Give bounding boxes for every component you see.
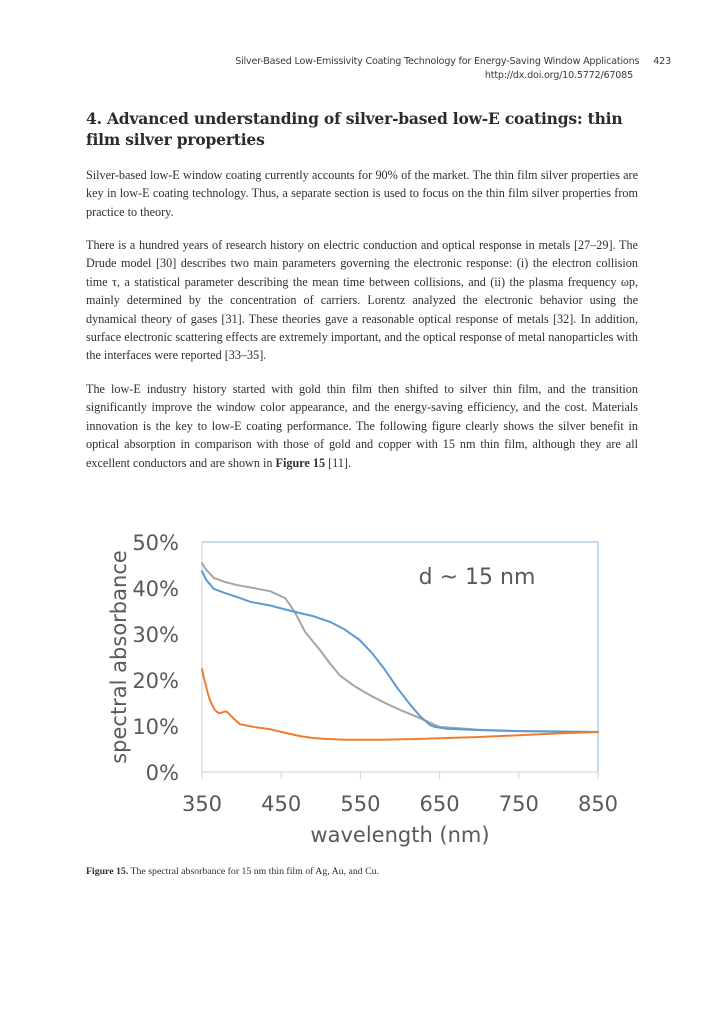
series-line-ag (202, 571, 598, 732)
figure-reference-link[interactable]: Figure 15 (275, 455, 326, 470)
y-tick-label: 10% (132, 715, 179, 739)
chart-annotation: d ~ 15 nm (418, 565, 536, 590)
chart-svg (0, 520, 723, 860)
y-tick-label: 50% (132, 531, 179, 555)
y-tick-label: 40% (132, 577, 179, 601)
paragraph-1: Silver-based low-E window coating currently accounts for 90% of the market. The thin film silver properties are key in low-E coating technology. Thus, a separate section is used to focus on the thin film silver properties from practice to theory. (86, 168, 638, 219)
paragraph-3 (86, 380, 638, 472)
page-number: 423 (653, 56, 671, 67)
paragraph-2: There is a hundred years of research history on electric conduction and optical response in metals [27–29]. The Drude model [30] describes two main parameters governing the electronic response: (i) the electron collision time τ, a statistical parameter describing the mean time between collisions, and (ii) the plasma frequency ωp, mainly determined by the concentration of carriers. Lorentz analyzed the electronic behavior using the dynamical theory of gases [31]. These theories gave a reasonable optical response of metals [32]. In addition, surface electronic scattering effects are extremely important, and the optical response of metal nanoparticles with the interfaces were reported [33–35]. (86, 238, 638, 363)
x-tick-label: 650 (419, 792, 460, 816)
running-title: Silver-Based Low-Emissivity Coating Technology for Energy-Saving Window Applications (235, 56, 640, 67)
y-tick-label: 30% (132, 623, 179, 647)
x-tick-label: 550 (340, 792, 381, 816)
series-line-cu (202, 669, 598, 740)
doi-link[interactable]: http://dx.doi.org/10.5772/67085 (484, 70, 633, 81)
y-axis-label: spectral absorbance (107, 550, 131, 764)
paragraph-3-citation: [11]. (325, 455, 352, 470)
paragraph-3-text: The low-E industry history started with gold thin film then shifted to silver thin film, and the transition significantly improve the window color appearance, and the energy-saving efficiency, and the cost. Materials innovation is the key to low-E coating performance. The following figure clearly shows the silver benefit in optical absorption in comparison with those of gold and copper with 15 nm thin film, although they are all excellent conductors and are shown in (86, 382, 638, 470)
x-axis-label: wavelength (nm) (310, 823, 490, 847)
running-title-line (235, 55, 671, 69)
running-header (235, 55, 671, 83)
y-tick-label: 20% (132, 669, 179, 693)
figure-caption (86, 866, 379, 877)
caption-text: The spectral absorbance for 15 nm thin film of Ag, Au, and Cu. (128, 866, 379, 877)
caption-label: Figure 15. (86, 866, 129, 877)
section-title: 4. Advanced understanding of silver-based low-E coatings: thin film silver properties (86, 109, 623, 149)
x-tick-label: 450 (261, 792, 302, 816)
figure-15-chart (0, 520, 723, 860)
series-line-au (202, 563, 598, 732)
x-tick-label: 750 (498, 792, 539, 816)
x-tick-label: 350 (181, 792, 223, 816)
x-tick-label: 850 (577, 792, 619, 816)
y-tick-label: 0% (145, 761, 179, 785)
